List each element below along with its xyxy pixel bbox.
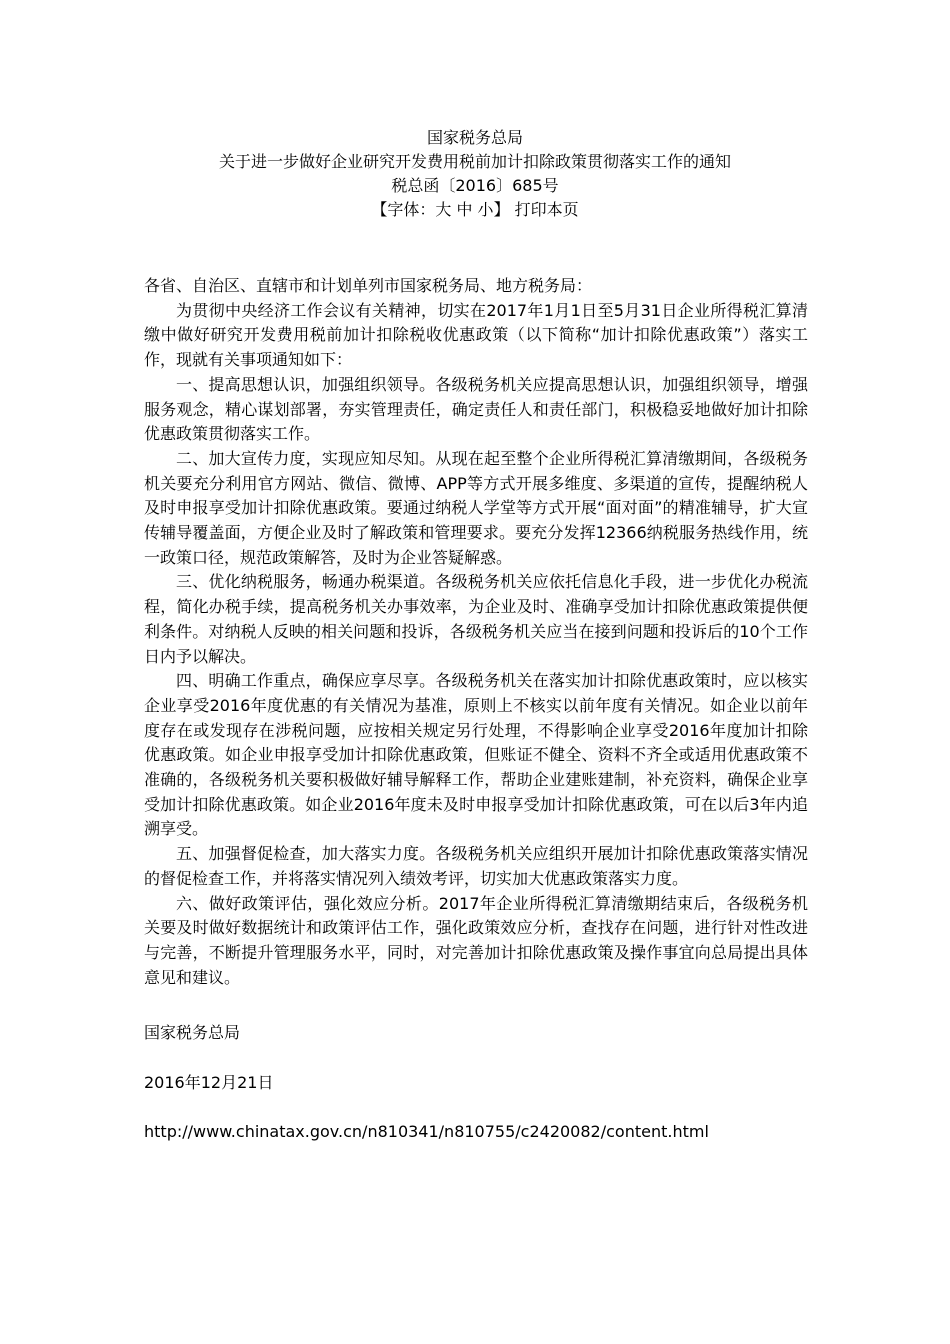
document-number: 税总函〔2016〕685号 [391,176,559,195]
font-control-close: 】 [493,200,510,219]
font-size-controls [0,198,950,222]
font-control-open: 【字体： [371,200,436,219]
source-url-link[interactable]: http://www.chinatax.gov.cn/n810341/n810755/c2420082/content.html [144,1122,709,1141]
item-paragraph-3: 三、优化纳税服务，畅通办税渠道。各级税务机关应依托信息化手段，进一步优化办税流程，简化办税手续，提高税务机关办事效率，为企业及时、准确享受加计扣除优惠政策提供便利条件。对纳税人反映的相关问题和投诉，各级税务机关应当在接到问题和投诉后的10个工作日内予以解决。 [144,572,808,666]
item-paragraph-1: 一、提高思想认识，加强组织领导。各级税务机关应提高思想认识，加强组织领导，增强服务观念，精心谋划部署，夯实管理责任，确定责任人和责任部门，积极稳妥地做好加计扣除优惠政策贯彻落实工作。 [144,374,808,444]
issuing-agency: 国家税务总局 [426,128,523,147]
signature-agency: 国家税务总局 [144,1023,241,1042]
document-body [144,274,808,990]
font-small-link[interactable]: 小 [477,200,494,219]
item-paragraph-5: 五、加强督促检查，加大落实力度。各级税务机关应组织开展加计扣除优惠政策落实情况的督促检查工作，并将落实情况列入绩效考评，切实加大优惠政策落实力度。 [144,844,808,888]
intro-paragraph: 为贯彻中央经济工作会议有关精神，切实在2017年1月1日至5月31日企业所得税汇算清缴中做好研究开发费用税前加计扣除税收优惠政策（以下简称“加计扣除优惠政策”）落实工作，现就有关事项通知如下： [144,300,808,370]
salutation: 各省、自治区、直辖市和计划单列市国家税务局、地方税务局： [144,276,593,295]
font-large-link[interactable]: 大 [435,200,452,219]
document-header [0,126,950,222]
print-page-link[interactable]: 打印本页 [514,200,579,219]
font-medium-link[interactable]: 中 [456,200,473,219]
issue-date: 2016年12月21日 [144,1073,274,1092]
document-title: 关于进一步做好企业研究开发费用税前加计扣除政策贯彻落实工作的通知 [218,152,731,171]
item-paragraph-6: 六、做好政策评估，强化效应分析。2017年企业所得税汇算清缴期结束后，各级税务机关要及时做好数据统计和政策评估工作，强化政策效应分析，查找存在问题，进行针对性改进与完善，不断提升管理服务水平，同时，对完善加计扣除优惠政策及操作事宜向总局提出具体意见和建议。 [144,893,808,987]
item-paragraph-4: 四、明确工作重点，确保应享尽享。各级税务机关在落实加计扣除优惠政策时，应以核实企业享受2016年度优惠的有关情况为基准，原则上不核实以前年度有关情况。如企业以前年度存在或发现存在涉税问题，应按相关规定另行处理，不得影响企业享受2016年度加计扣除优惠政策。如企业申报享受加计扣除优惠政策，但账证不健全、资料不齐全或适用优惠政策不准确的，各级税务机关要积极做好辅导解释工作，帮助企业建账建制，补充资料，确保企业享受加计扣除优惠政策。如企业2016年度未及时申报享受加计扣除优惠政策，可在以后3年内追溯享受。 [144,671,808,839]
item-paragraph-2: 二、加大宣传力度，实现应知尽知。从现在起至整个企业所得税汇算清缴期间，各级税务机关要充分利用官方网站、微信、微博、APP等方式开展多维度、多渠道的宣传，提醒纳税人及时申报享受加计扣除优惠政策。要通过纳税人学堂等方式开展“面对面”的精准辅导，扩大宣传辅导覆盖面，方便企业及时了解政策和管理要求。要充分发挥12366纳税服务热线作用，统一政策口径，规范政策解答，及时为企业答疑解惑。 [144,448,808,567]
